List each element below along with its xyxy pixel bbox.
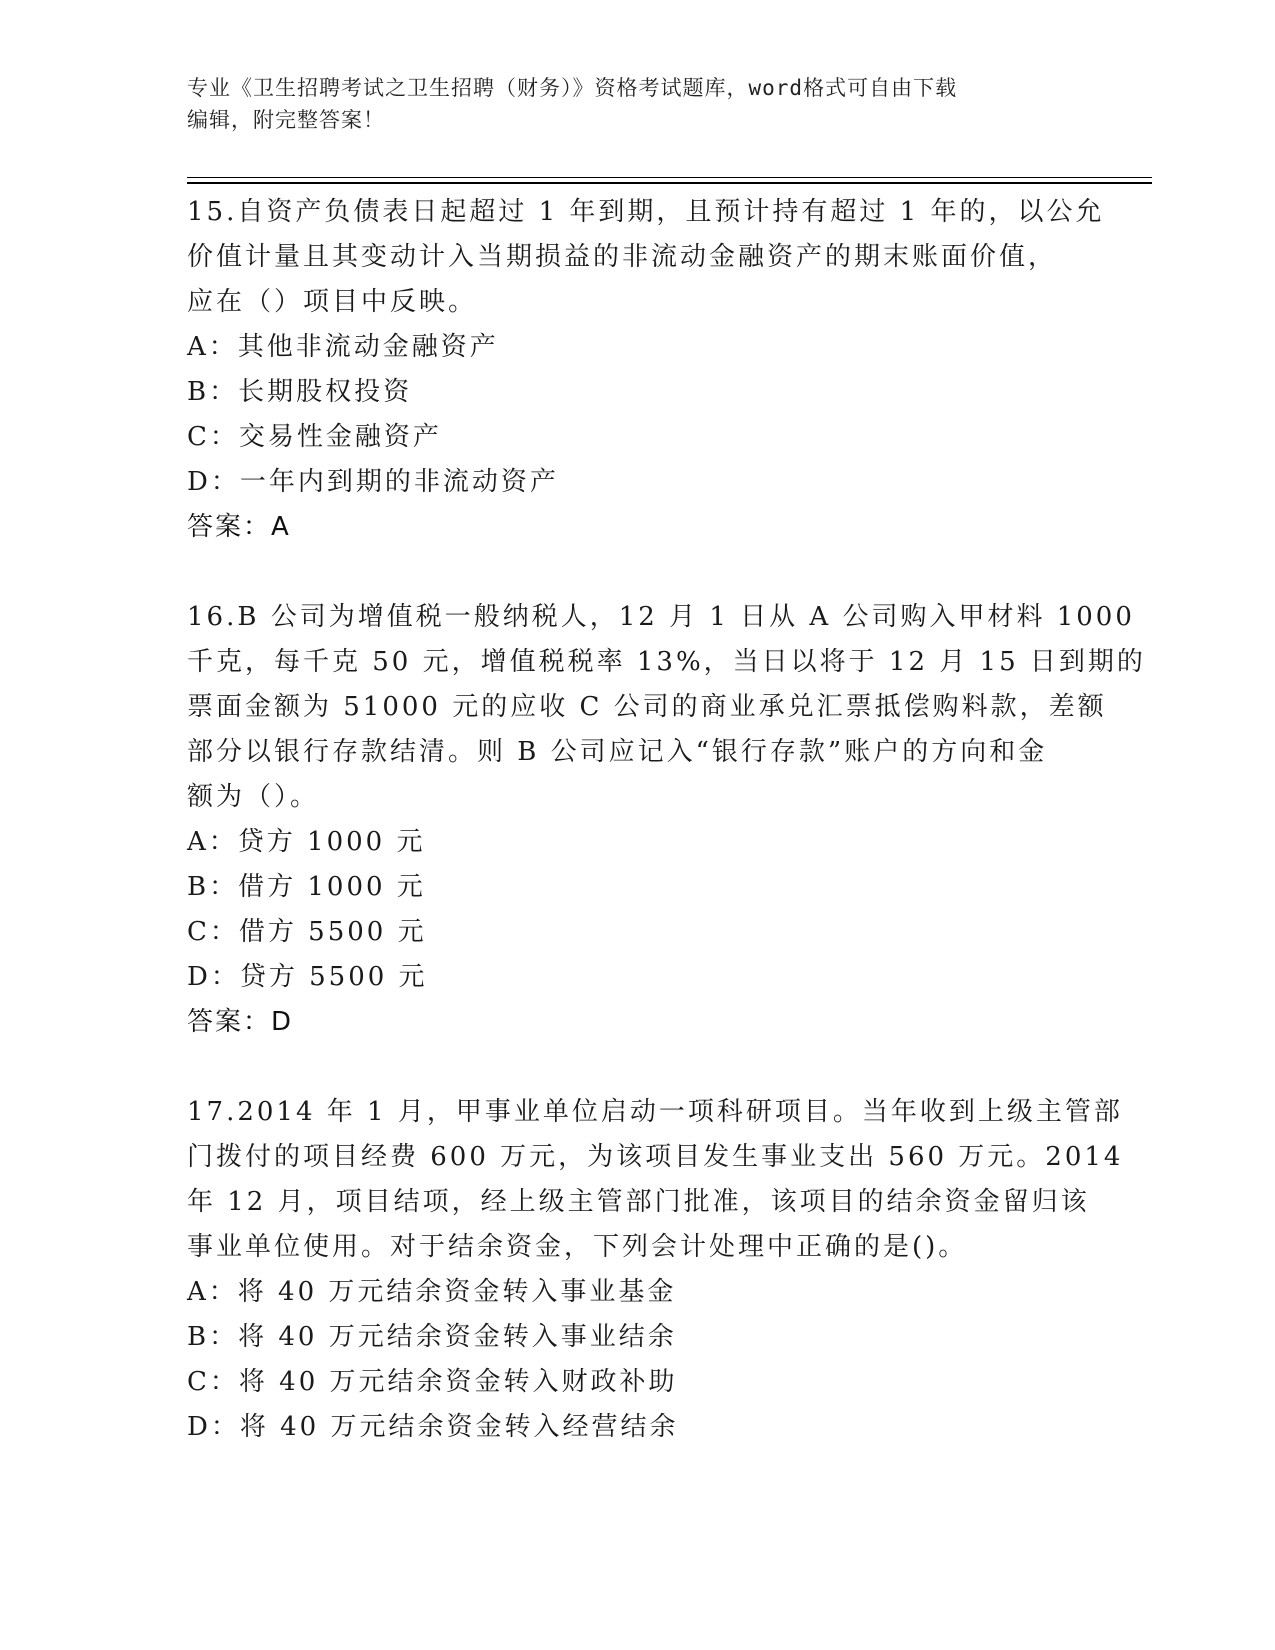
question-text-line: 门拨付的项目经费 600 万元，为该项目发生事业支出 560 万元。2014 <box>187 1142 1124 1172</box>
header-line-1: 专业《卫生招聘考试之卫生招聘（财务）》资格考试题库，word格式可自由下载 <box>187 76 958 100</box>
option-b: B：长期股权投资 <box>187 377 413 407</box>
question-16 <box>187 595 1146 1045</box>
question-text-line: 部分以银行存款结清。则 B 公司应记入“银行存款”账户的方向和金 <box>187 737 1048 767</box>
question-15 <box>187 190 1105 550</box>
option-d: D：贷方 5500 元 <box>187 962 428 992</box>
option-a: A：贷方 1000 元 <box>187 827 426 857</box>
question-text-line: 16.B 公司为增值税一般纳税人，12 月 1 日从 A 公司购入甲材料 1000 <box>187 602 1135 632</box>
answer-line: 答案：A <box>187 512 291 542</box>
header-divider-thick <box>187 182 1152 184</box>
option-b: B：将 40 万元结余资金转入事业结余 <box>187 1322 677 1352</box>
option-c: C：交易性金融资产 <box>187 422 442 452</box>
question-text-line: 应在（）项目中反映。 <box>187 287 478 317</box>
question-text-line: 年 12 月，项目结项，经上级主管部门批准，该项目的结余资金留归该 <box>187 1187 1090 1217</box>
option-d: D：一年内到期的非流动资产 <box>187 467 559 497</box>
question-spacer <box>187 1045 1087 1090</box>
option-d: D：将 40 万元结余资金转入经营结余 <box>187 1412 679 1442</box>
document-header <box>187 72 1087 136</box>
question-text-line: 事业单位使用。对于结余资金，下列会计处理中正确的是()。 <box>187 1232 968 1262</box>
question-list <box>187 190 1146 1450</box>
question-text-line: 千克，每千克 50 元，增值税税率 13%，当日以将于 12 月 15 日到期的 <box>187 647 1146 677</box>
question-text-line: 价值计量且其变动计入当期损益的非流动金融资产的期末账面价值， <box>187 242 1058 272</box>
answer-line: 答案：D <box>187 1007 294 1037</box>
option-a: A：将 40 万元结余资金转入事业基金 <box>187 1277 677 1307</box>
question-spacer <box>187 550 1087 595</box>
question-text-line: 额为（）。 <box>187 782 320 812</box>
header-divider-thin <box>187 177 1152 178</box>
option-c: C：借方 5500 元 <box>187 917 427 947</box>
option-a: A：其他非流动金融资产 <box>187 332 499 362</box>
question-17 <box>187 1090 1124 1450</box>
question-text-line: 15.自资产负债表日起超过 1 年到期，且预计持有超过 1 年的，以公允 <box>187 197 1105 227</box>
option-c: C：将 40 万元结余资金转入财政补助 <box>187 1367 678 1397</box>
question-text-line: 17.2014 年 1 月，甲事业单位启动一项科研项目。当年收到上级主管部 <box>187 1097 1123 1127</box>
header-line-2: 编辑，附完整答案！ <box>187 108 385 132</box>
question-text-line: 票面金额为 51000 元的应收 C 公司的商业承兑汇票抵偿购料款，差额 <box>187 692 1107 722</box>
option-b: B：借方 1000 元 <box>187 872 426 902</box>
